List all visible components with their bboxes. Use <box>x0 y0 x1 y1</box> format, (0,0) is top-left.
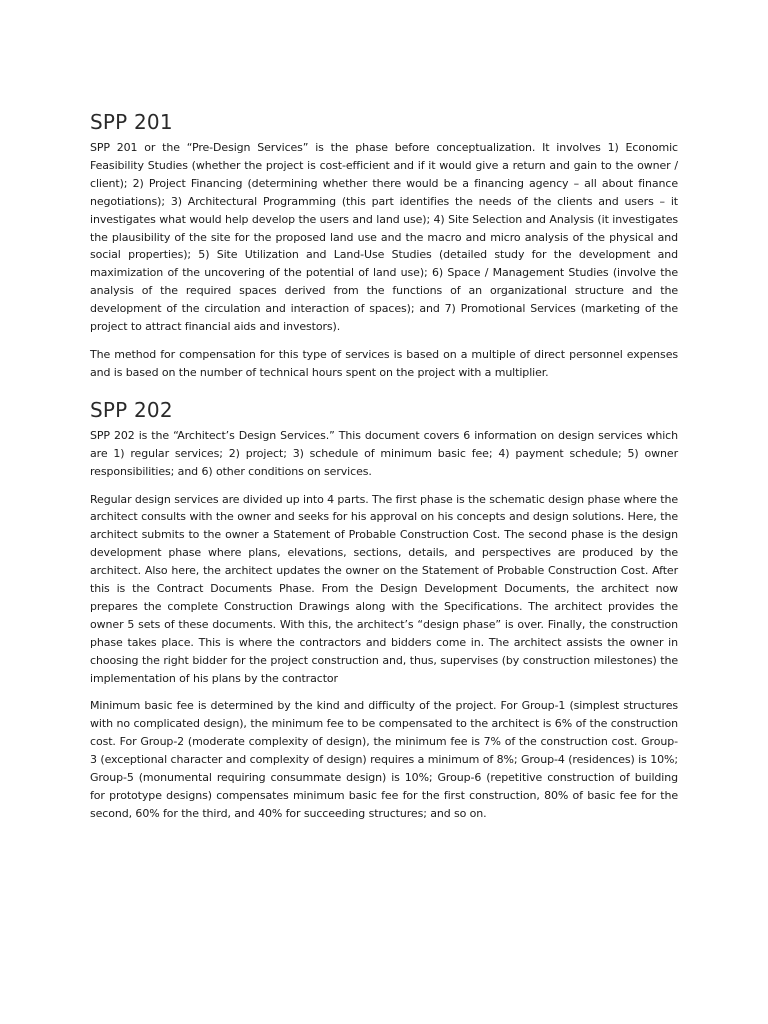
section-heading-spp-202: SPP 202 <box>90 397 173 422</box>
spp-201-paragraph-1: SPP 201 or the “Pre-Design Services” is the phase before conceptualization. It involves 1) Economic Feasibility Studies (whether the project is cost-efficient and if it would give a return and gain to the owner / client); 2) Project Financing (determining whether there would be a financing agency – all about finance negotiations); 3) Architectural Programming (this part identifies the needs of the clients and users – it investigates what would help develop the users and land use); 4) Site Selection and Analysis (it investigates the plausibility of the site for the proposed land use and the macro and micro analysis of the physical and social properties); 5) Site Utilization and Land-Use Studies (detailed study for the development and maximization of the uncovering of the potential of land use); 6) Space / Management Studies (involve the analysis of the required spaces derived from the functions of an organizational structure and the development of the circulation and interaction of spaces); and 7) Promotional Services (marketing of the project to attract financial aids and investors). <box>90 141 678 334</box>
section-spp-202 <box>90 396 678 823</box>
spp-202-paragraph-2: Regular design services are divided up into 4 parts. The first phase is the schematic design phase where the architect consults with the owner and seeks for his approval on his concepts and design solutions. Here, the architect submits to the owner a Statement of Probable Construction Cost. The second phase is the design development phase where plans, elevations, sections, details, and perspectives are produced by the architect. Also here, the architect updates the owner on the Statement of Probable Construction Cost. After this is the Contract Documents Phase. From the Design Development Documents, the architect now prepares the complete Construction Drawings along with the Specifications. The architect provides the owner 5 sets of these documents. With this, the architect’s “design phase” is over. Finally, the construction phase takes place. This is where the contractors and bidders come in. The architect assists the owner in choosing the right bidder for the project construction and, thus, supervises (by construction milestones) the implementation of his plans by the contractor <box>90 492 678 685</box>
document-page <box>90 108 678 833</box>
spp-202-paragraph-1: SPP 202 is the “Architect’s Design Services.” This document covers 6 information on design services which are 1) regular services; 2) project; 3) schedule of minimum basic fee; 4) payment schedule; 5) owner responsibilities; and 6) other conditions on services. <box>90 428 678 478</box>
spp-201-paragraph-2: The method for compensation for this type of services is based on a multiple of direct personnel expenses and is based on the number of technical hours spent on the project with a multiplier. <box>90 347 678 379</box>
section-heading-spp-201: SPP 201 <box>90 110 173 134</box>
spp-202-paragraph-3: Minimum basic fee is determined by the kind and difficulty of the project. For Group-1 (simplest structures with no complicated design), the minimum fee to be compensated to the architect is 6% of the construction cost. For Group-2 (moderate complexity of design), the minimum fee is 7% of the construction cost. Group-3 (exceptional character and complexity of design) requires a minimum of 8%; Group-4 (residences) is 10%; Group-5 (monumental requiring consummate design) is 10%; Group-6 (repetitive construction of building for prototype designs) compensates minimum basic fee for the first construction, 80% of basic fee for the second, 60% for the third, and 40% for succeeding structures; and so on. <box>90 699 678 820</box>
section-spp-201 <box>90 108 678 382</box>
